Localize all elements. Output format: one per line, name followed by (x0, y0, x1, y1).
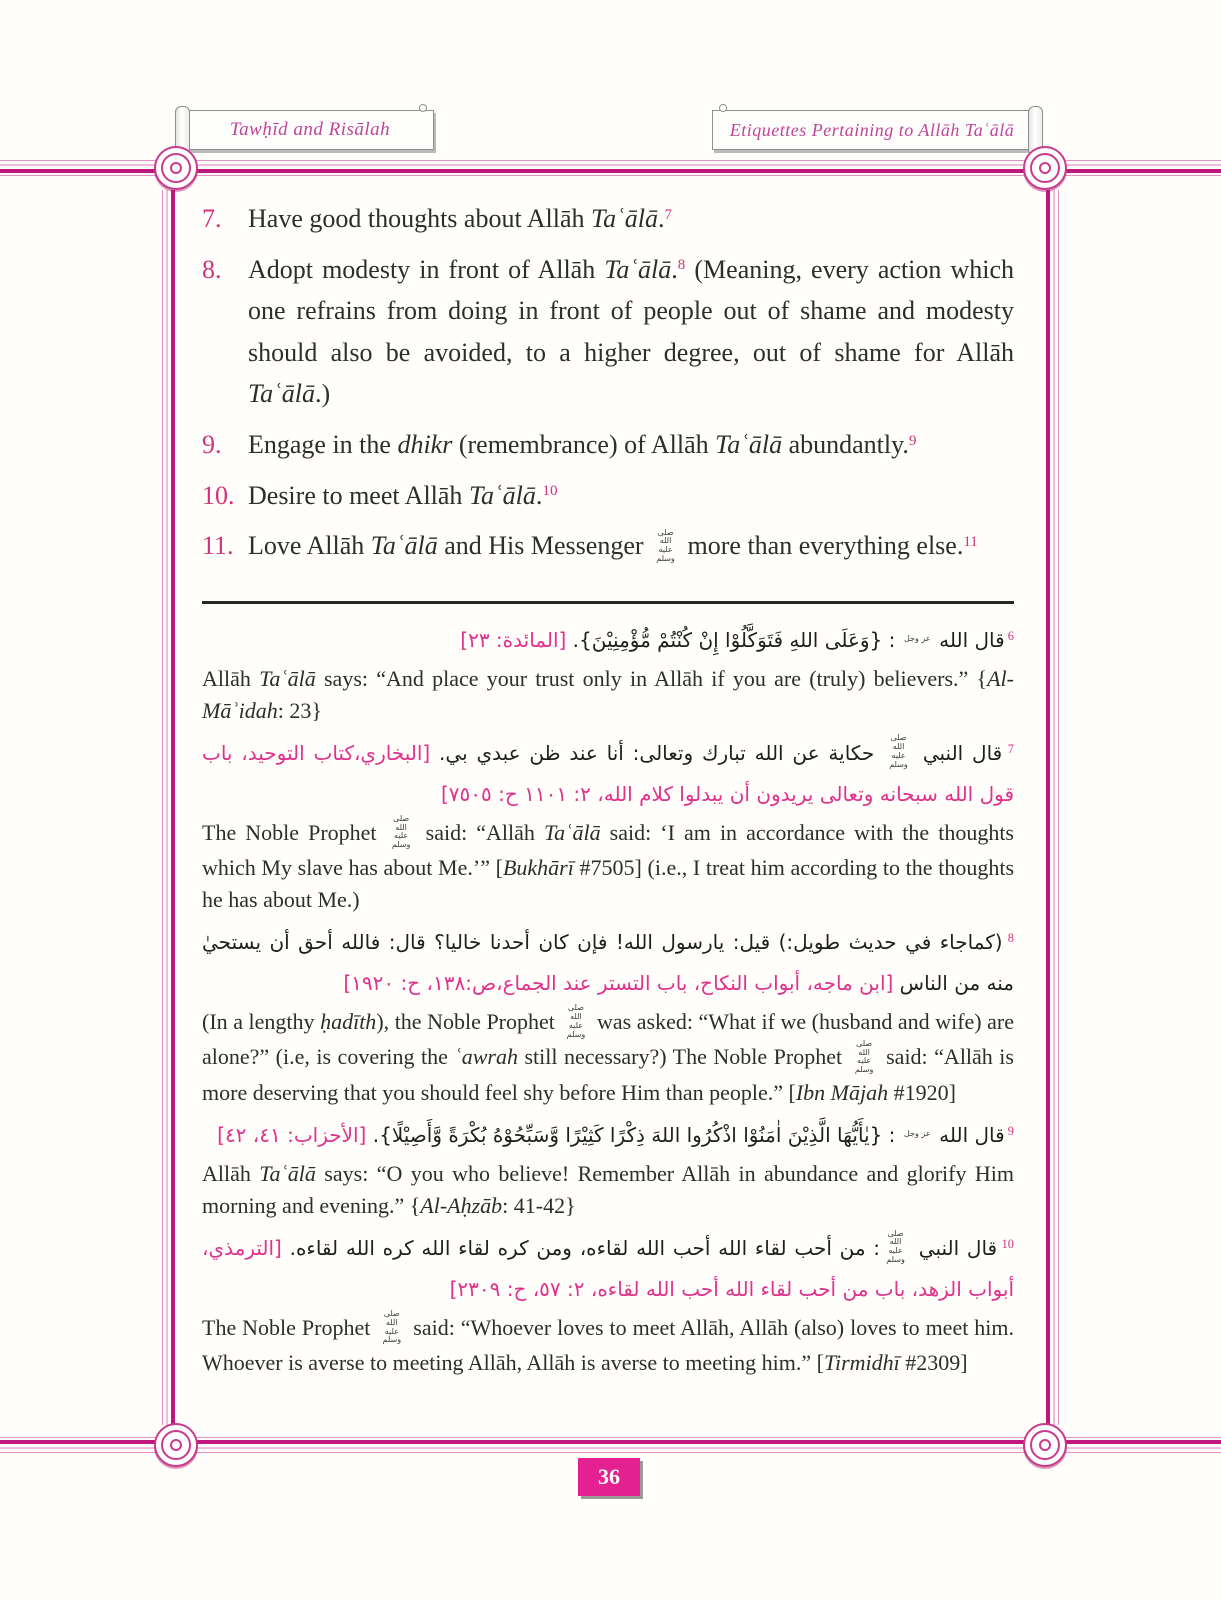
text-segment: : 41-42} (502, 1192, 576, 1218)
corner-ornament-icon (1023, 146, 1067, 190)
frame-border-right (1043, 190, 1059, 1425)
list-item-text (248, 249, 1014, 415)
footnote-arabic (202, 620, 1014, 661)
footnote-ref: 10 (997, 1236, 1014, 1251)
honorific-stamp-icon: عز وجل (903, 1128, 931, 1138)
footnote-ref: 7 (664, 206, 673, 223)
text-segment: Desire to meet Allāh (248, 480, 469, 510)
text-segment: قال الله (932, 1122, 1005, 1147)
text-segment: was asked: “What if we (husband and wife) are alone?” (i.e, is covering the (202, 1008, 1015, 1070)
text-segment: Engage in the (248, 429, 398, 459)
text-segment: dhikr (397, 429, 453, 459)
text-segment: The Noble Prophet (202, 1314, 377, 1340)
honorific-stamp-icon: صلى الله عليه وسلم (656, 527, 675, 563)
honorific-stamp-icon: صلى الله عليه وسلم (854, 1038, 874, 1075)
text-segment: says: “O you who believe! Remember Allāh in abundance and glorify Him morning and evening.” { (202, 1160, 1014, 1218)
text-segment: The Noble Prophet (202, 819, 386, 845)
text-segment: Tirmidhī (823, 1350, 900, 1376)
footnotes-section (202, 620, 1014, 1379)
text-segment: قال النبي (911, 1235, 998, 1260)
text-segment: still necessary?) The Noble Prophet (517, 1044, 849, 1070)
text-segment: : 23} (277, 697, 322, 723)
footnote-english (202, 813, 1014, 916)
text-segment: Ibn Mājah (795, 1079, 889, 1105)
footnote-ref: 9 (1004, 1124, 1014, 1139)
text-segment: [المائدة: ٢٣] (460, 627, 567, 652)
corner-ornament-icon (154, 146, 198, 190)
honorific-stamp-icon: صلى الله عليه وسلم (566, 1003, 586, 1039)
text-segment: [الأحزاب: ٤١، ٤٢] (217, 1122, 367, 1147)
text-segment: Taʿālā (259, 665, 316, 691)
footnote-arabic (202, 733, 1014, 815)
text-segment: (In a lengthy (202, 1008, 321, 1034)
text-segment: said: ‘I am in accordance with the thoughts which My slave has about Me.’” [ (202, 819, 1014, 881)
list-item (202, 424, 1014, 466)
honorific-stamp-icon: عز وجل (903, 633, 931, 643)
text-segment: Taʿālā (248, 379, 315, 409)
list-number: 11. (202, 531, 234, 561)
text-segment: (remembrance) of Allāh (452, 429, 716, 459)
honorific-stamp-icon: صلى الله عليه وسلم (889, 733, 908, 769)
text-segment: said: “Allāh is more deserving that you should feel shy before Him than people.” [ (202, 1044, 1014, 1105)
text-segment: .) (314, 379, 331, 409)
text-segment: : {وَعَلَى اللهِ فَتَوَكَّلُوْا إِنْ كُنْتُمْ مُّؤْمِنِيْنَ}. (566, 627, 902, 652)
text-segment: said: “Whoever loves to meet Allāh, Allāh (also) loves to meet him. Whoever is averse to meeting Allāh, Allāh is averse to meeting him.” [ (202, 1314, 1015, 1376)
frame-border-left (162, 190, 178, 1425)
list-item (202, 198, 1014, 240)
text-segment: Taʿālā (591, 204, 658, 233)
text-segment: Allāh (202, 1160, 260, 1186)
text-segment: [البخاري،كتاب التوحيد، باب قول الله سبحانه وتعالى يريدون أن يبدلوا كلام الله، ٢: ١١٠١ ح: ٧٥٠٥] (202, 740, 1014, 806)
footnote-english (202, 663, 1014, 727)
footnote-ref: 6 (1004, 628, 1014, 643)
text-segment: and His Messenger (437, 531, 651, 561)
list-item-text (248, 198, 1014, 240)
running-header-right: Etiquettes Pertaining to Allāh Taʿālā (729, 119, 1015, 140)
text-segment: ), the Noble Prophet (376, 1008, 561, 1034)
footnote-ref: 7 (1002, 741, 1014, 756)
corner-ornament-icon (154, 1423, 198, 1467)
footnote-ref: 9 (908, 432, 917, 449)
list-number: 10. (202, 480, 235, 510)
page-number-badge (578, 1458, 640, 1496)
footnote-ref: 8 (677, 257, 686, 274)
text-segment: Taʿālā (543, 819, 601, 845)
footnote-ref: 11 (963, 533, 978, 550)
text-segment: . (671, 254, 678, 284)
text-segment: #1920] (888, 1079, 956, 1105)
text-segment: (Meaning, every action which one refrains from doing in front of people out of shame and modesty should also be avoided, to a higher degree, out of shame for Allāh (248, 254, 1015, 367)
text-segment: حكاية عن الله تبارك وتعالى: أنا عند ظن عبدي بي. (430, 740, 884, 765)
text-segment: Allāh (202, 665, 260, 691)
corner-ornament-icon (1023, 1423, 1067, 1467)
text-segment: . (535, 480, 543, 510)
list-item (202, 475, 1014, 517)
text-segment: more than everything else. (681, 531, 964, 561)
list-item-text (248, 424, 1014, 466)
text-segment: Taʿālā (370, 531, 438, 561)
text-segment: abundantly. (782, 429, 909, 459)
list-item-text (248, 475, 1014, 517)
footnote-ref: 10 (542, 483, 558, 500)
header-banner-left (186, 110, 434, 150)
text-segment: #2309] (899, 1350, 968, 1376)
text-segment: Al-Māʾidah (202, 665, 1014, 723)
list-item (202, 249, 1014, 415)
text-segment: [ابن ماجه، أبواب النكاح، باب التستر عند الجماع،ص:١٣٨، ح: ١٩٢٠] (343, 970, 894, 995)
text-segment: Taʿālā (604, 254, 672, 284)
text-segment: Adopt modesty in front of Allāh (248, 254, 605, 284)
text-segment: قال الله (932, 627, 1005, 652)
text-segment: : من أحب لقاء الله أحب الله لقاءه، ومن كره لقاء الله كره الله لقاءه. (281, 1235, 881, 1260)
text-segment: Taʿālā (468, 480, 536, 510)
page-content (202, 198, 1014, 1385)
text-segment: Bukhārī (502, 855, 574, 881)
text-segment: Love Allāh (248, 531, 371, 561)
text-segment: says: “And place your trust only in Allāh if you are (truly) believers.” { (315, 665, 988, 691)
footnote-english (202, 1308, 1015, 1379)
text-segment: ḥadīth (320, 1008, 377, 1034)
text-segment: ʿawrah (454, 1044, 518, 1070)
honorific-stamp-icon: صلى الله عليه وسلم (886, 1228, 905, 1264)
list-item (202, 525, 1014, 567)
list-number: 8. (202, 254, 222, 284)
footnote-english (202, 1158, 1014, 1222)
text-segment: Al-Aḥzāb (420, 1192, 503, 1218)
text-segment: . (657, 204, 665, 233)
text-segment: #7505] (i.e., I treat him according to the thoughts he has about Me.) (202, 855, 1014, 912)
honorific-stamp-icon: صلى الله عليه وسلم (391, 813, 411, 850)
footnote-separator (202, 601, 1014, 604)
footnote-ref: 8 (1002, 931, 1014, 946)
text-segment: said: “Allāh (416, 819, 544, 845)
footnote-arabic (202, 922, 1014, 1004)
page-number: 36 (598, 1464, 620, 1489)
footnote-arabic (202, 1228, 1014, 1310)
text-segment: (كماجاء في حديث طويل:) قيل: يارسول الله! فإن كان أحدنا خاليا؟ قال: فالله أحق أن يستحيٰ منه من الناس (202, 929, 1014, 995)
footnote-arabic (202, 1115, 1014, 1156)
text-segment: : {يٰأَيُّهَا الَّذِيْنَ اٰمَنُوْا اذْكُرُوا اللهَ ذِكْرًا كَثِيْرًا وَّسَبِّحُوْهُ بُكْرَةً وَّأَصِيْلًا}. (366, 1122, 902, 1147)
text-segment: [الترمذي، أبواب الزهد، باب من أحب لقاء الله أحب الله لقاءه، ٢: ٥٧، ح: ٢٣٠٩] (202, 1235, 1014, 1301)
text-segment: Taʿālā (259, 1160, 316, 1186)
text-segment: Have good thoughts about Allāh (248, 204, 592, 233)
list-number: 7. (202, 204, 222, 233)
list-number: 9. (202, 429, 222, 459)
footnote-english (202, 1003, 1015, 1109)
text-segment: Taʿālā (715, 429, 783, 459)
honorific-stamp-icon: صلى الله عليه وسلم (382, 1308, 402, 1345)
text-segment: قال النبي (914, 740, 1003, 765)
running-header-left: Tawḥīd and Risālah (229, 119, 391, 140)
header-banner-right (712, 110, 1032, 150)
list-item-text (248, 525, 1014, 567)
